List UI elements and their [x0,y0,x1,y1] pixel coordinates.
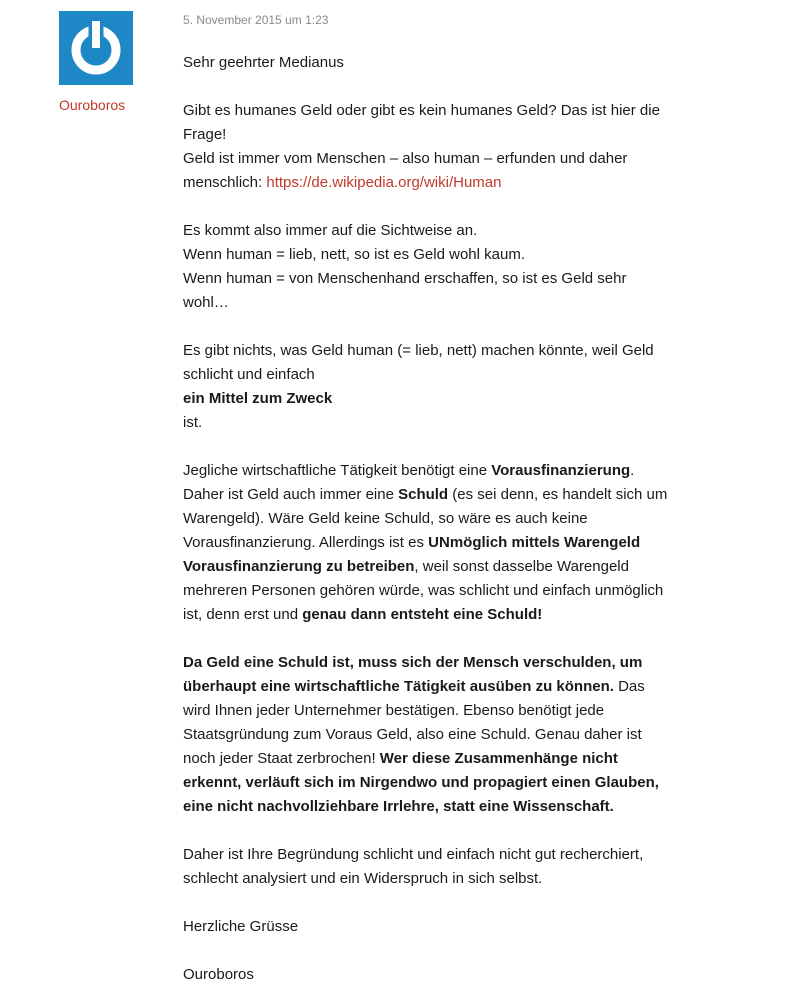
paragraph-regards [183,915,668,939]
debt-b1: Da Geld eine Schuld ist, muss sich der Mensch verschulden, um überhaupt eine wirtschaftliche Tätigkeit ausüben zu können. [183,654,643,695]
paragraph-prefinancing [183,459,668,627]
means-bold: ein Mittel zum Zweck [183,390,333,407]
prefinancing-b3: UNmöglich mittels Warengeld Vorausfinanzierung zu betreiben [183,534,641,575]
prefinancing-t3: (es sei denn, es handelt sich um Warengeld). Wäre Geld keine Schuld, so wäre es auch keine Vorausfinanzierung. Allerdings ist es [183,486,668,551]
greeting-paragraph [183,51,668,75]
avatar[interactable] [59,11,133,85]
perspective-line-2: Wenn human = lieb, nett, so ist es Geld wohl kaum. [183,246,525,263]
question-line: Gibt es humanes Geld oder gibt es kein humanes Geld? Das ist hier die Frage! [183,102,660,143]
debt-b2: Wer diese Zusammenhänge nicht erkennt, verläuft sich im Nirgendwo und propagiert einen Glauben, eine nicht nachvollziehbare Irrlehre, statt eine Wissenschaft. [183,750,659,815]
prefinancing-b1: Vorausfinanzierung [491,462,631,479]
perspective-line-1: Es kommt also immer auf die Sichtweise an. [183,222,478,239]
paragraph-question [183,99,668,195]
paragraph-signature [183,963,668,987]
human-definition-line: Geld ist immer vom Menschen – also human – erfunden und daher menschlich: [183,150,628,191]
prefinancing-b4: genau dann entsteht eine Schuld! [302,606,543,623]
author-name-link[interactable]: Ouroboros [59,97,126,113]
regards-text: Herzliche Grüsse [183,918,299,935]
perspective-line-3: Wenn human = von Menschenhand erschaffen, so ist es Geld sehr wohl… [183,270,627,311]
comment-body [183,51,668,987]
paragraph-means [183,339,668,435]
comment-date-link[interactable]: 5. November 2015 um 1:23 [183,13,329,27]
prefinancing-b2: Schuld [398,486,449,503]
signature-text: Ouroboros [183,966,254,983]
paragraph-conclusion [183,843,668,891]
paragraph-debt [183,651,668,819]
means-text: Es gibt nichts, was Geld human (= lieb, nett) machen könnte, weil Geld schlicht und einfach [183,342,654,383]
comment-author [59,11,159,115]
wikipedia-link[interactable]: https://de.wikipedia.org/wiki/Human [266,174,502,191]
means-after: ist. [183,414,203,431]
comment-content [183,11,668,987]
paragraph-perspective [183,219,668,315]
prefinancing-t1: Jegliche wirtschaftliche Tätigkeit benötigt eine [183,462,492,479]
prefinancing-t4: , weil sonst dasselbe Warengeld mehreren Personen gehören würde, was schlicht und einfach unmöglich ist, denn erst und [183,558,664,623]
greeting-text: Sehr geehrter Medianus [183,54,344,71]
prefinancing-t2: . Daher ist Geld auch immer eine [183,462,635,503]
conclusion-text: Daher ist Ihre Begründung schlicht und einfach nicht gut recherchiert, schlecht analysiert und ein Widerspruch in sich selbst. [183,846,644,887]
debt-t1: Das wird Ihnen jeder Unternehmer bestätigen. Ebenso benötigt jede Staatsgründung zum Voraus Geld, also eine Schuld. Genau daher ist noch jeder Staat zerbrochen! [183,678,645,767]
